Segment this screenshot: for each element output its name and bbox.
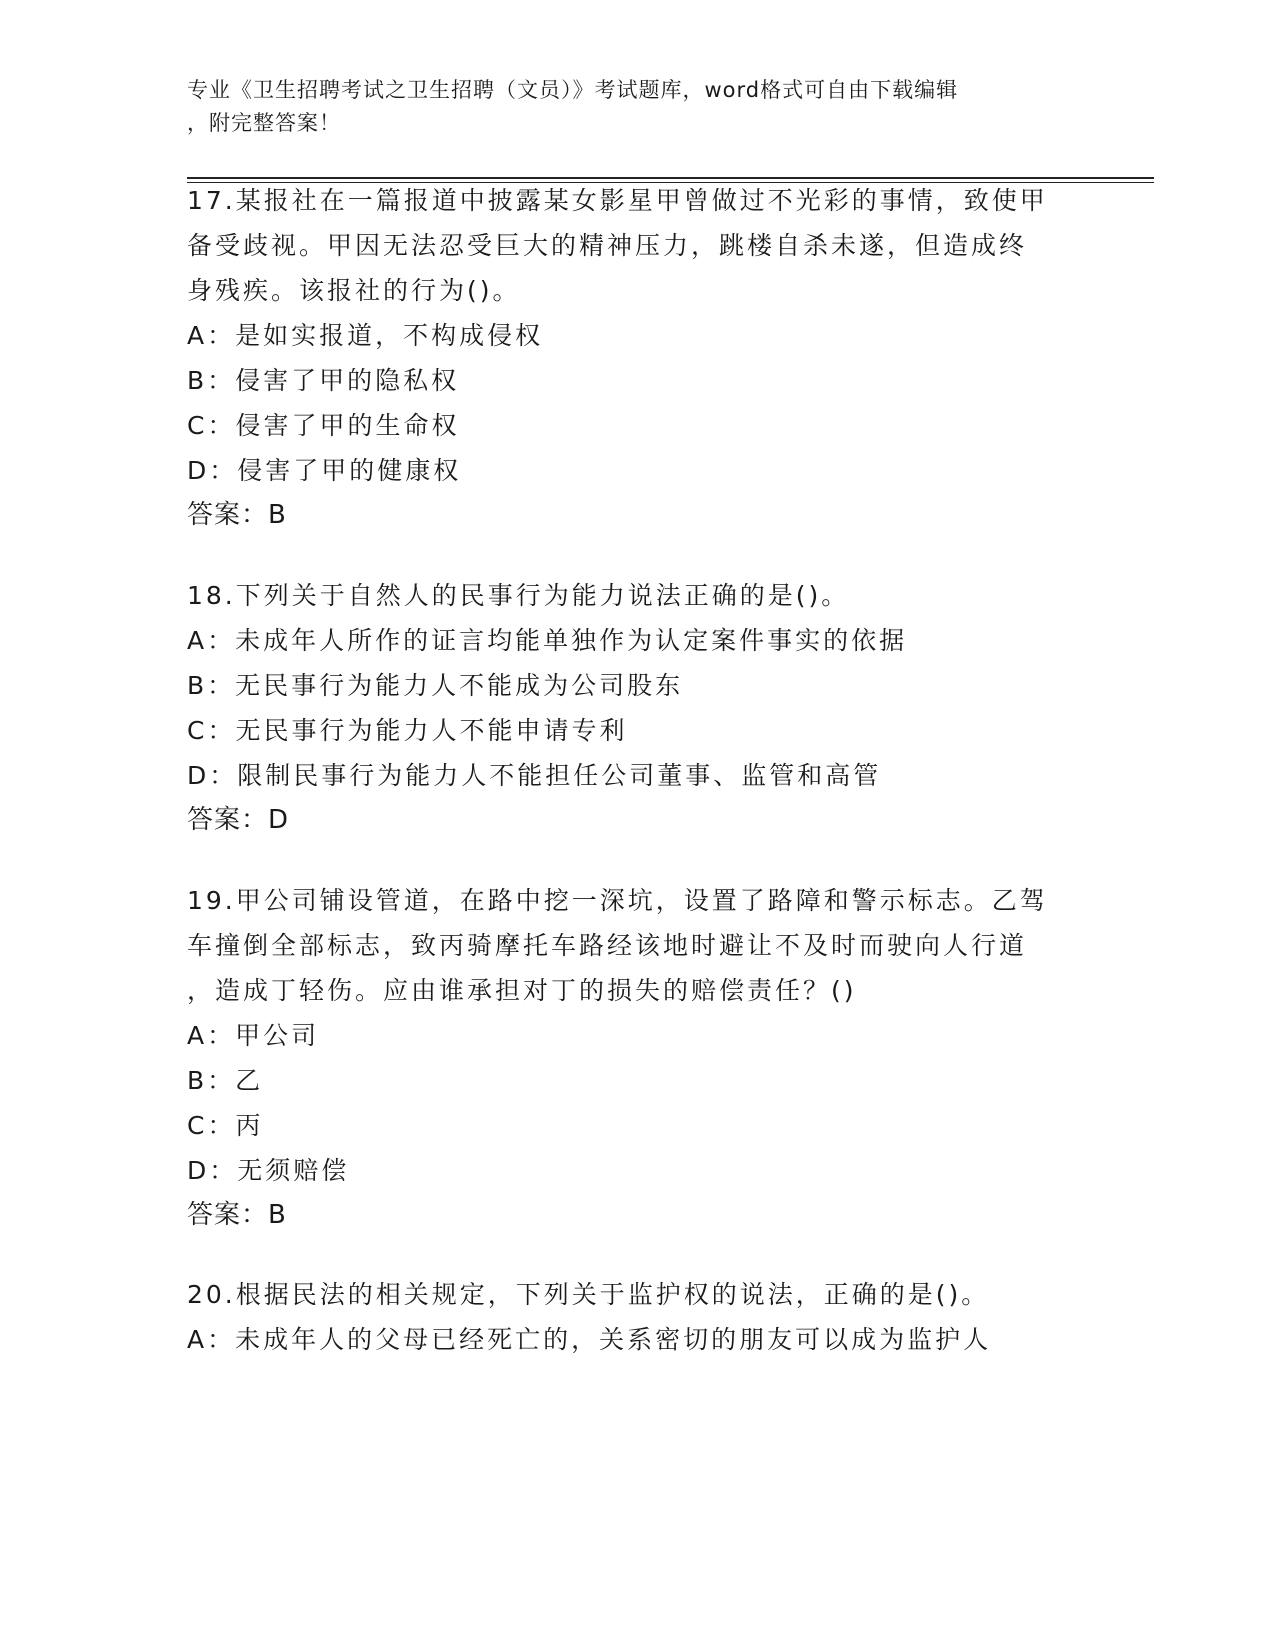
answer-value: D (268, 805, 290, 835)
option-a: A：未成年人所作的证言均能单独作为认定案件事实的依据 (187, 626, 908, 655)
question-stem-line: 17.某报社在一篇报道中披露某女影星甲曾做过不光彩的事情，致使甲 (187, 186, 1048, 215)
answer-value: B (268, 1200, 287, 1230)
option-d: D：侵害了甲的健康权 (187, 456, 462, 485)
option-b: B：无民事行为能力人不能成为公司股东 (187, 671, 684, 700)
question-stem-line: 18.下列关于自然人的民事行为能力说法正确的是()。 (187, 581, 850, 610)
question-stem-line: 19.甲公司铺设管道，在路中挖一深坑，设置了路障和警示标志。乙驾 (187, 886, 1048, 915)
header-line-1: 专业《卫生招聘考试之卫生招聘（文员）》考试题库，word格式可自由下载编辑 (187, 78, 959, 102)
option-d: D：无须赔偿 (187, 1156, 350, 1185)
answer-value: B (268, 500, 287, 530)
answer (187, 493, 1087, 538)
question-20 (187, 1272, 1087, 1362)
question-19 (187, 878, 1087, 1238)
answer-label: 答案： (187, 1200, 269, 1230)
option-a: A：甲公司 (187, 1021, 320, 1050)
question-stem-line: 20.根据民法的相关规定，下列关于监护权的说法，正确的是()。 (187, 1280, 990, 1309)
question-17 (187, 178, 1087, 538)
answer (187, 798, 1087, 843)
question-stem-line: 车撞倒全部标志，致丙骑摩托车路经该地时避让不及时而驶向人行道 (187, 931, 1028, 960)
question-stem-line: 身残疾。该报社的行为()。 (187, 276, 521, 305)
question-18 (187, 573, 1087, 843)
option-c: C：无民事行为能力人不能申请专利 (187, 716, 628, 745)
option-a: A：是如实报道，不构成侵权 (187, 321, 544, 350)
option-b: B：侵害了甲的隐私权 (187, 366, 460, 395)
document-header (187, 74, 1067, 140)
option-d: D：限制民事行为能力人不能担任公司董事、监管和高管 (187, 761, 882, 790)
option-c: C：侵害了甲的生命权 (187, 411, 460, 440)
question-stem-line: 备受歧视。甲因无法忍受巨大的精神压力，跳楼自杀未遂，但造成终 (187, 231, 1028, 260)
answer (187, 1193, 1087, 1238)
option-b: B：乙 (187, 1066, 264, 1095)
question-stem-line: ，造成丁轻伤。应由谁承担对丁的损失的赔偿责任？() (187, 976, 857, 1005)
option-c: C：丙 (187, 1111, 264, 1140)
header-line-2: ，附完整答案！ (187, 111, 341, 135)
option-a: A：未成年人的父母已经死亡的，关系密切的朋友可以成为监护人 (187, 1325, 992, 1354)
answer-label: 答案： (187, 500, 269, 530)
answer-label: 答案： (187, 805, 269, 835)
